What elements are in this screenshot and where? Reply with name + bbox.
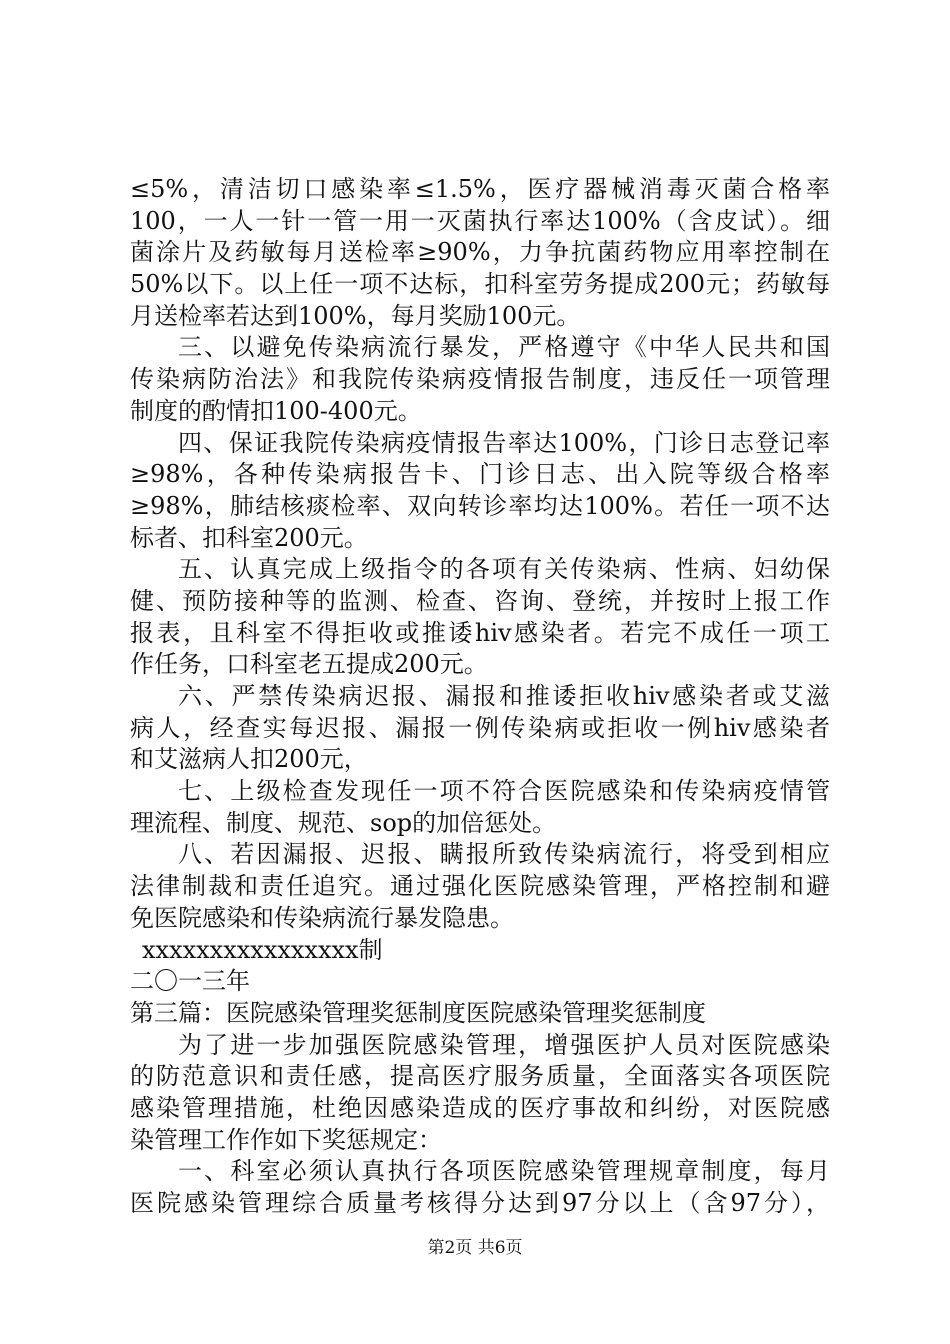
text-line: 染管理工作作如下奖惩规定： (130, 1125, 442, 1154)
text-line: 标者、扣科室200元。 (130, 523, 368, 552)
text-line: 和艾滋病人扣200元， (130, 745, 368, 774)
text-line: 法律制裁和责任追究。通过强化医院感染管理，严格控制和避 (130, 872, 830, 901)
text-line: 免医院感染和传染病流行暴发隐患。 (130, 903, 514, 932)
text-line: 病人，经查实每迟报、漏报一例传染病或拒收一例hiv感染者 (130, 713, 830, 742)
text-line: ≥98%，肺结核痰检率、双向转诊率均达100%。若任一项不达 (130, 491, 830, 520)
section-heading: 第三篇：医院感染管理奖惩制度医院感染管理奖惩制度 (130, 998, 706, 1027)
date-line: 二〇一三年 (130, 967, 250, 996)
text-line: ≥98%，各种传染病报告卡、门诊日志、出入院等级合格率 (130, 460, 830, 489)
text-line: 菌涂片及药敏每月送检率≥90%，力争抗菌药物应用率控制在 (130, 238, 830, 267)
paragraph-start-line: 一、科室必须认真执行各项医院感染管理规章制度，每月 (178, 1157, 830, 1186)
text-line: 报表，且科室不得拒收或推诿hiv感染者。若完不成任一项工 (130, 618, 830, 647)
text-line: 100，一人一针一管一用一灭菌执行率达100%（含皮试）。细 (130, 206, 830, 235)
text-line: 医院感染管理综合质量考核得分达到97分以上（含97分）， (130, 1189, 830, 1217)
text-line: 理流程、制度、规范、sop的加倍惩处。 (130, 808, 557, 837)
page-number-footer: 第2页 共6页 (427, 1238, 523, 1258)
text-line: 感染管理措施，杜绝因感染造成的医疗事故和纠纷，对医院感 (130, 1093, 830, 1122)
paragraph-start-line: 六、严禁传染病迟报、漏报和推诿拒收hiv感染者或艾滋 (178, 682, 830, 710)
paragraph-start-line: 为了进一步加强医院感染管理，增强医护人员对医院感染 (178, 1030, 830, 1059)
text-line: 月送检率若达到100%，每月奖励100元。 (130, 301, 581, 330)
signature-line: xxxxxxxxxxxxxxxx制 (142, 935, 383, 964)
text-line: 的防范意识和责任感，提高医疗服务质量，全面落实各项医院 (130, 1062, 830, 1091)
paragraph-start-line: 五、认真完成上级指令的各项有关传染病、性病、妇幼保 (178, 555, 830, 584)
document-body (130, 174, 830, 1220)
paragraph-start-line: 三、以避免传染病流行暴发，严格遵守《中华人民共和国 (178, 333, 830, 362)
text-line: 传染病防治法》和我院传染病疫情报告制度，违反任一项管理 (130, 365, 830, 394)
text-line: 作任务，口科室老五提成200元。 (130, 650, 488, 679)
text-line: 50%以下。以上任一项不达标，扣科室劳务提成200元；药敏每 (130, 270, 830, 299)
text-line: 健、预防接种等的监测、检查、咨询、登统，并按时上报工作 (130, 586, 830, 615)
paragraph-start-line: 四、保证我院传染病疫情报告率达100%，门诊日志登记率 (178, 428, 830, 457)
text-line: ≤5%，清洁切口感染率≤1.5%，医疗器械消毒灭菌合格率 (130, 175, 830, 203)
paragraph-start-line: 八、若因漏报、迟报、瞒报所致传染病流行，将受到相应 (178, 840, 830, 869)
paragraph-start-line: 七、上级检查发现任一项不符合医院感染和传染病疫情管 (178, 777, 830, 806)
text-line: 制度的酌情扣100-400元。 (130, 396, 422, 425)
